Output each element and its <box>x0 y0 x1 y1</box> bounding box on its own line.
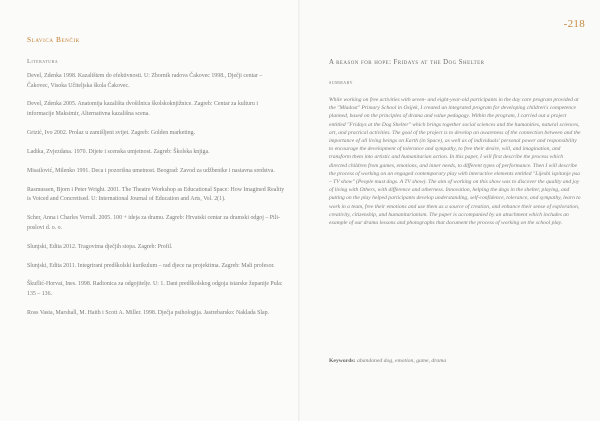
reference-item: Devel, Zdenka 1998. Kazalištem do efektivnosti. U: Zbornik radova Čakovec 1998., Dječji centar – Čakovec, Visoka Učiteljska škola Čakovec. <box>27 73 263 89</box>
abstract-text: While working on free activities with seven- and eight-year-old participants in the day care program provided at the "Mladost" Primary School in Osijek, I created an integrated program for developing children's competence planned, based on the principles of drama and value pedagogy. Within the program, I carried out a project entitled "Fridays at the Dog Shelter" which brings together social sciences and the humanities, natural sciences, art, and practical activities. The goal of the project is to develop an awareness of the connection between and the importance of all living beings on Earth (in Space), as well as of individuals' personal power and responsibility to encourage the development of tolerance and sympathy, to free their desire, will, and imagination, and transform them into artistic and humanitarian action. In this paper, I will first describe the process which directed children from games, emotions, and inner needs, to different types of performance. Then I will describe the process of working on an engaged contemporary play with interactive elements entitled "Lijeshi ispitanje psa – TV show" (People must dogs. A TV show). The aim of working on this show was to discover the quality and joy of living with Others, with difference and otherness. Innovation, helping the dogs in the shelter, playing, and putting on the play helped participants develop understanding, self-confidence, tolerance, and sympathy, learn to work in a team, free their emotions and use them as a source of creation, and enhance their sense of exploration, creativity, citizenship, and humanitarianism. The paper is accompanied by an attachment which includes an example of our drama lessons and photographs that document the process of working on the school play. <box>329 97 581 227</box>
keywords-line <box>329 358 581 364</box>
article-title: A reason for hope: Fridays at the Dog Shelter <box>329 59 485 66</box>
reference-item: Misailović, Milenko 1991. Deca i pozorišna umetnost. Beograd: Zavod za udžbenike i nastavna sredstva. <box>27 167 275 174</box>
summary-label: summary <box>329 80 353 86</box>
reference-item: Ross Vasta, Marshall, M. Haith i Scott A. Miller. 1998. Dječja psihologija. Jastrebarsko: Naklada Slap. <box>27 309 270 316</box>
reference-item: Ladika, Zvjezdana. 1970. Dijete i scenska umjetnost. Zagreb: Školska knjiga. <box>27 148 210 155</box>
reference-item: Slunjski, Edita 2011. Integrirani predškolski kurikulum – rad djece na projektima. Zagreb: Mali profesor. <box>27 262 275 269</box>
reference-item: Rasmussen, Bjorn i Peter Wright. 2001. The Theatre Workshop as Educational Space: How Imagined Reality is Voiced and Concretised. U: International Journal of Education and Arts, Vol. 2(1). <box>27 186 285 203</box>
keywords-list: abandoned dog, emotion, game, drama <box>356 358 447 364</box>
reference-list <box>27 72 285 328</box>
literature-heading: Literatura <box>27 58 59 65</box>
page-number: -218 <box>563 18 585 30</box>
reference-item: Scher, Anna i Charles Verrall. 2005. 100 + ideja za dramu. Zagreb: Hrvatski centar za dramski odgoj – Pili-poslovi d. o. o. <box>27 215 280 231</box>
reference-item: Devel, Zdenka 2005. Anatomija kazališta dvošilnica školskoknjižnice. Zagreb: Centar za kulturu i informacije Maksimir, Alternativna kazališna scena. <box>27 101 258 118</box>
author-name: Slavica Benčik <box>27 35 80 44</box>
reference-item: Škuflić-Horvat, Ines. 1998. Radionica za odgojitelje. U: 1. Dani predškolskog odgoja istarske županije Pula: 135 – 136. <box>27 281 283 297</box>
reference-item: Grizić, Ivo 2002. Prolaz u zamišljeni svijet. Zagreb: Golden marketing. <box>27 129 196 136</box>
keywords-label: Keywords: <box>329 358 356 364</box>
reference-item: Slunjski, Edita 2012. Tragovima dječjih stopa. Zagreb: Profil. <box>27 243 173 250</box>
